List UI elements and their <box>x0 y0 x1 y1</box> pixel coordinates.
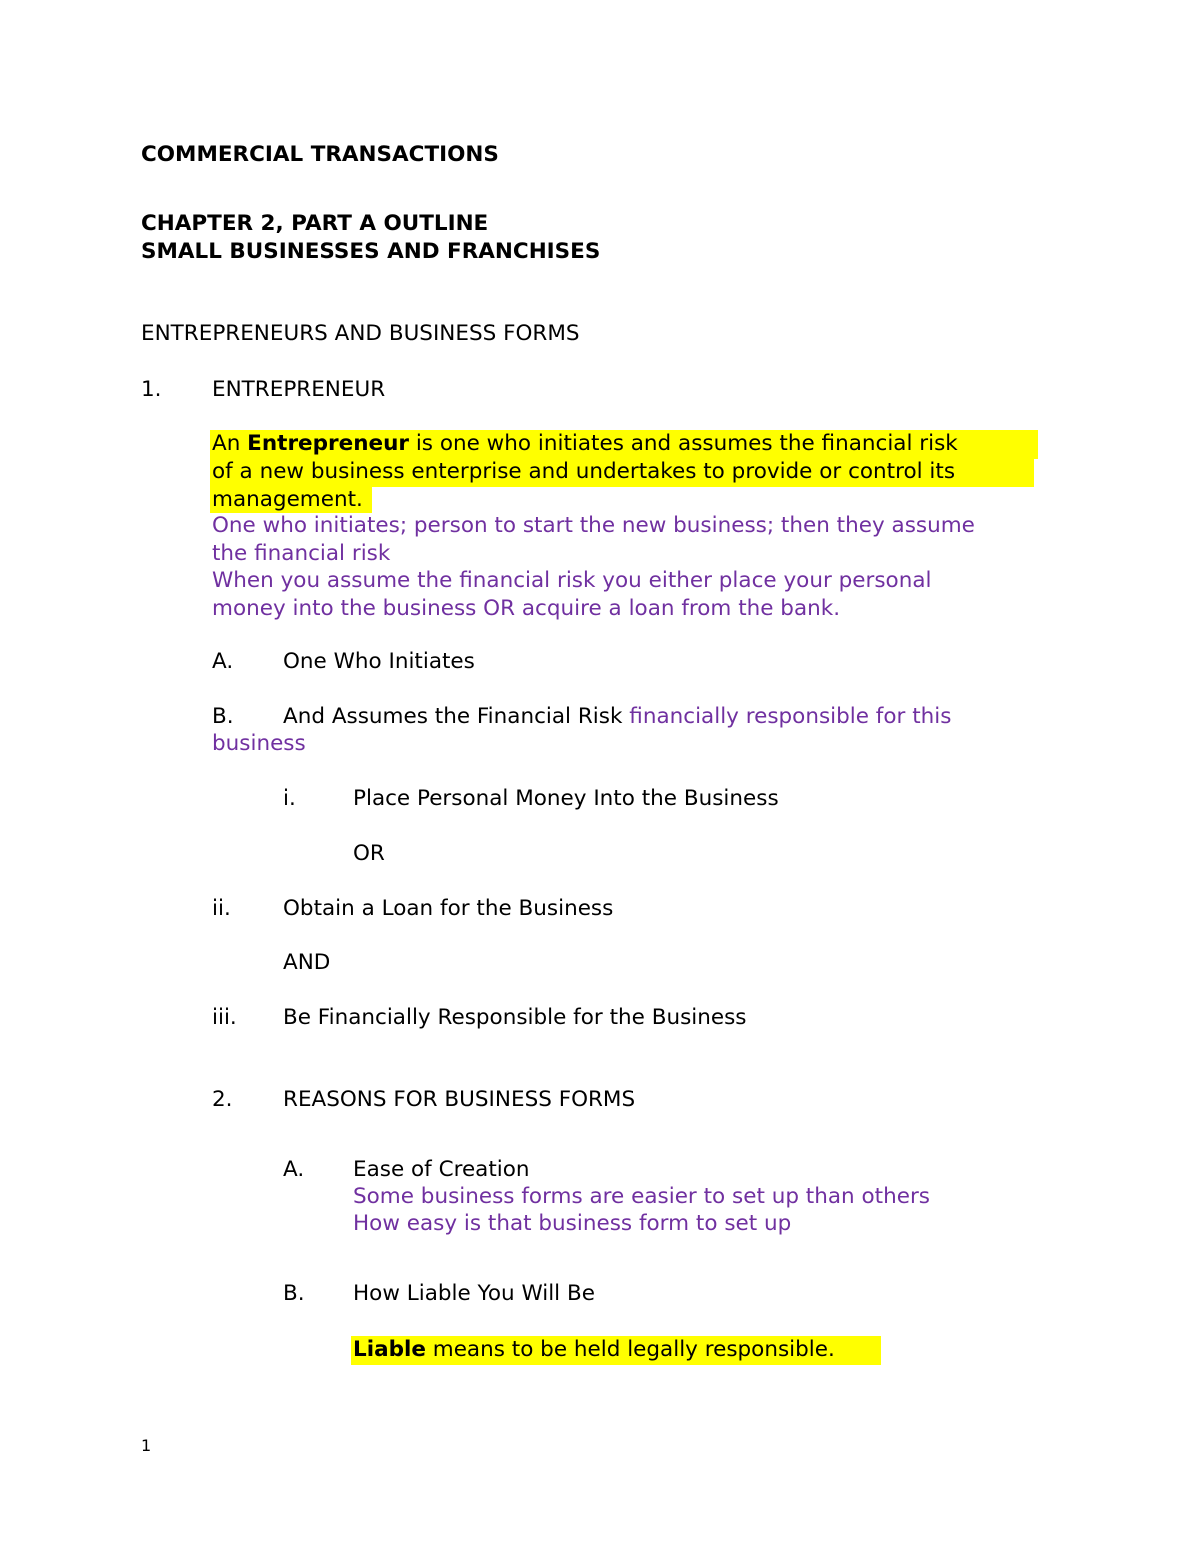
item-1-number: 1. <box>141 377 162 402</box>
or-connector: OR <box>353 841 385 866</box>
item-1iii-label: iii. <box>212 1005 237 1030</box>
item-2a-note-2: How easy is that business form to set up <box>353 1211 792 1236</box>
note-line-2: the financial risk <box>212 541 391 566</box>
item-1a-label: A. <box>212 649 234 674</box>
item-2b-label: B. <box>283 1281 305 1306</box>
section-title: ENTREPRENEURS AND BUSINESS FORMS <box>141 321 580 346</box>
chapter-title: CHAPTER 2, PART A OUTLINE <box>141 211 489 236</box>
item-1b-line <box>283 703 951 731</box>
item-1bi-label: i. <box>283 786 296 811</box>
item-2-title: REASONS FOR BUSINESS FORMS <box>283 1087 636 1112</box>
liable-term: Liable <box>353 1337 426 1362</box>
course-title: COMMERCIAL TRANSACTIONS <box>141 142 499 167</box>
definition-line-3-tail: . <box>356 487 363 512</box>
definition-line-2: of a new business enterprise and undertakes to provide or control its <box>212 459 956 484</box>
item-1b-note: financially responsible for this <box>629 704 952 729</box>
item-2b-text: How Liable You Will Be <box>353 1281 595 1306</box>
item-1ii-text: Obtain a Loan for the Business <box>283 896 614 921</box>
item-1a-text: One Who Initiates <box>283 649 475 674</box>
item-2a-label: A. <box>283 1157 305 1182</box>
note-line-1: One who initiates; person to start the new business; then they assume <box>212 513 975 538</box>
item-1bi-text: Place Personal Money Into the Business <box>353 786 779 811</box>
item-2-number: 2. <box>212 1087 233 1112</box>
definition-pre: An <box>212 431 248 456</box>
and-connector: AND <box>283 950 331 975</box>
note-line-4: money into the business OR acquire a loan from the bank. <box>212 596 841 621</box>
liable-rest: means to be held legally responsible. <box>425 1337 835 1362</box>
item-1ii-label: ii. <box>212 896 231 921</box>
definition-line-3 <box>212 486 363 514</box>
definition-post: is one who initiates and assumes the financial risk <box>409 431 958 456</box>
definition-line-1 <box>212 430 958 458</box>
item-1b-note-continued: business <box>212 731 306 756</box>
definition-line-3-text: management <box>212 487 357 512</box>
item-1-title: ENTREPRENEUR <box>212 377 386 402</box>
topic-title: SMALL BUSINESSES AND FRANCHISES <box>141 239 601 264</box>
item-2a-note-1: Some business forms are easier to set up than others <box>353 1184 930 1209</box>
liable-definition <box>353 1336 835 1364</box>
page-number: 1 <box>141 1436 152 1455</box>
definition-term: Entrepreneur <box>247 431 409 456</box>
note-line-3: When you assume the financial risk you either place your personal <box>212 568 932 593</box>
item-1b-text: And Assumes the Financial Risk <box>283 704 623 729</box>
item-1iii-text: Be Financially Responsible for the Business <box>283 1005 747 1030</box>
item-1b-label: B. <box>212 704 234 729</box>
item-2a-text: Ease of Creation <box>353 1157 530 1182</box>
